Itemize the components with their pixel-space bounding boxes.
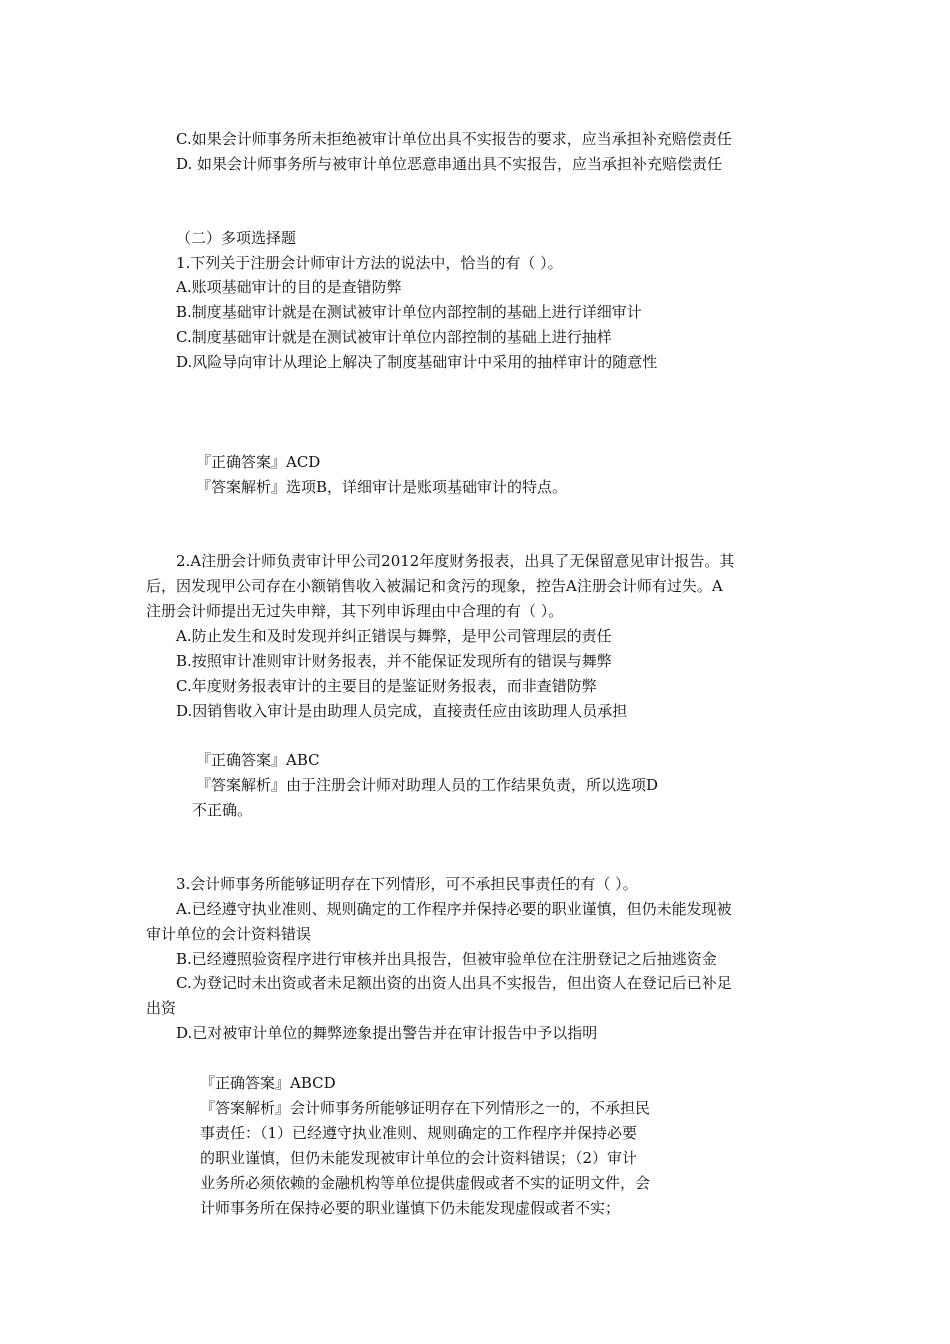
q2-answer: 『正确答案』ABC — [196, 751, 320, 769]
q3-option-d: D.已对被审计单位的舞弊迹象提出警告并在审计报告中予以指明 — [176, 1024, 598, 1042]
q1-stem: 1.下列关于注册会计师审计方法的说法中，恰当的有（ ）。 — [176, 254, 563, 272]
q2-option-b: B.按照审计准则审计财务报表，并不能保证发现所有的错误与舞弊 — [176, 652, 612, 670]
q1-option-d: D.风险导向审计从理论上解决了制度基础审计中采用的抽样审计的随意性 — [176, 353, 658, 371]
q2-option-a: A.防止发生和及时发现并纠正错误与舞弊，是甲公司管理层的责任 — [176, 627, 612, 645]
q3-analysis-line: 『答案解析』会计师事务所能够证明存在下列情形之一的，不承担民 — [200, 1099, 651, 1117]
prev-option-c: C.如果会计师事务所未拒绝被审计单位出具不实报告的要求，应当承担补充赔偿责任 — [176, 130, 732, 148]
q3-analysis-line: 业务所必须依赖的金融机构等单位提供虚假或者不实的证明文件，会 — [200, 1174, 651, 1192]
q3-answer: 『正确答案』ABCD — [200, 1074, 336, 1092]
q3-stem: 3.会计师事务所能够证明存在下列情形，可不承担民事责任的有（ ）。 — [176, 875, 638, 893]
prev-option-d: D. 如果会计师事务所与被审计单位恶意串通出具不实报告，应当承担补充赔偿责任 — [176, 155, 723, 173]
q1-option-a: A.账项基础审计的目的是查错防弊 — [176, 278, 402, 296]
section-title: （二）多项选择题 — [176, 229, 297, 247]
q1-option-b: B.制度基础审计就是在测试被审计单位内部控制的基础上进行详细审计 — [176, 303, 642, 321]
q3-option-c: C.为登记时未出资或者未足额出资的出资人出具不实报告，但出资人在登记后已补足 — [176, 974, 732, 992]
q2-stem-line: 2.A注册会计师负责审计甲公司2012年度财务报表，出具了无保留意见审计报告。其 — [176, 552, 735, 570]
q2-option-c: C.年度财务报表审计的主要目的是鉴证财务报表，而非查错防弊 — [176, 677, 597, 695]
q1-option-c: C.制度基础审计就是在测试被审计单位内部控制的基础上进行抽样 — [176, 328, 612, 346]
q3-option-a: A.已经遵守执业准则、规则确定的工作程序并保持必要的职业谨慎，但仍未能发现被 — [176, 900, 732, 918]
q2-option-d: D.因销售收入审计是由助理人员完成，直接责任应由该助理人员承担 — [176, 702, 628, 720]
q1-answer: 『正确答案』ACD — [196, 453, 321, 471]
q3-option-b: B.已经遵照验资程序进行审核并出具报告，但被审验单位在注册登记之后抽逃资金 — [176, 950, 717, 968]
q3-analysis-line: 的职业谨慎，但仍未能发现被审计单位的会计资料错误；（2）审计 — [200, 1149, 638, 1167]
q2-stem-line: 后，因发现甲公司存在小额销售收入被漏记和贪污的现象，控告A注册会计师有过失。A — [146, 577, 723, 595]
q1-analysis-line: 『答案解析』选项B，详细审计是账项基础审计的特点。 — [196, 478, 568, 496]
q2-analysis-line: 『答案解析』由于注册会计师对助理人员的工作结果负责，所以选项D — [196, 776, 659, 794]
q3-analysis-line: 计师事务所在保持必要的职业谨慎下仍未能发现虚假或者不实； — [200, 1199, 621, 1217]
q2-analysis-line: 不正确。 — [192, 801, 253, 819]
q3-option-c-cont: 出资 — [146, 999, 177, 1017]
q3-analysis-line: 事责任：（1）已经遵守执业准则、规则确定的工作程序并保持必要 — [200, 1124, 638, 1142]
q3-option-a-cont: 审计单位的会计资料错误 — [146, 925, 312, 943]
q2-stem-line: 注册会计师提出无过失申辩，其下列申诉理由中合理的有（ ）。 — [146, 602, 564, 620]
